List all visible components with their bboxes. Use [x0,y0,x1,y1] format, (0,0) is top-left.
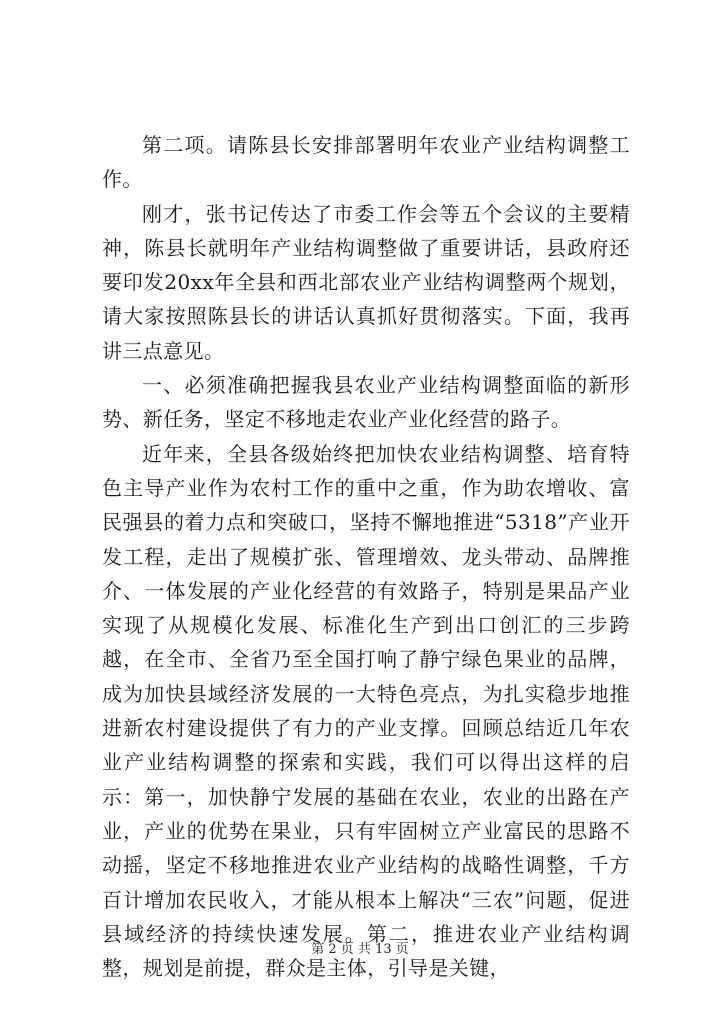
paragraph-1: 第二项。请陈县长安排部署明年农业产业结构调整工作。 [102,133,630,192]
document-body [102,128,630,985]
paragraph-2: 刚才，张书记传达了市委工作会等五个会议的主要精神，陈县长就明年产业结构调整做了重要讲话，县政府还要印发20xx年全县和西北部农业产业结构调整两个规划，请大家按照陈县长的讲话认真抓好贯彻落实。下面，我再讲三点意见。 [102,201,630,363]
page-footer: 第 2 页 共 13 页 [311,942,409,957]
paragraph-4: 近年来，全县各级始终把加快农业结构调整、培育特色主导产业作为农村工作的重中之重，作为助农增收、富民强县的着力点和突破口，坚持不懈地推进“5318”产业开发工程，走出了规模扩张、管理增效、龙头带动、品牌推介、一体发展的产业化经营的有效路子，特别是果品产业实现了从规模化发展、标准化生产到出口创汇的三步跨越，在全市、全省乃至全国打响了静宁绿色果业的品牌，成为加快县域经济发展的一大特色亮点，为扎实稳步地推进新农村建设提供了有力的产业支撑。回顾总结近几年农业产业结构调整的探索和实践，我们可以得出这样的启示：第一，加快静宁发展的基础在农业，农业的出路在产业，产业的优势在果业，只有牢固树立产业富民的思路不动摇，坚定不移地推进农业产业结构的战略性调整，千方百计增加农民收入，才能从根本上解决“三农”问题，促进县域经济的持续快速发展。第二，推进农业产业结构调整，规划是前提，群众是主体，引导是关键， [102,441,630,981]
paragraph-3: 一、必须准确把握我县农业产业结构调整面临的新形势、新任务，坚定不移地走农业产业化经营的路子。 [102,373,630,432]
